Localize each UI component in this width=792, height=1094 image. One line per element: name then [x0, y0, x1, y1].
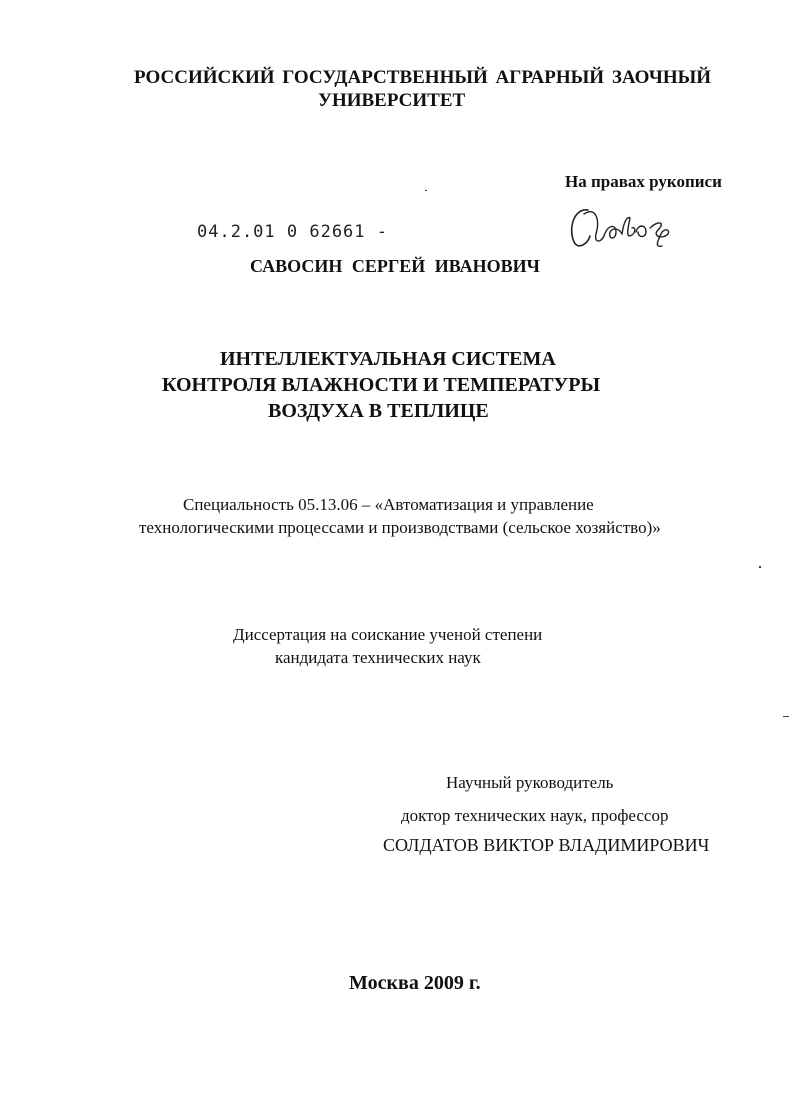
thesis-title-line-1: ИНТЕЛЛЕКТУАЛЬНАЯ СИСТЕМА	[220, 348, 556, 370]
university-name-line-2: УНИВЕРСИТЕТ	[318, 90, 466, 111]
author-name: САВОСИН СЕРГЕЙ ИВАНОВИЧ	[250, 256, 540, 276]
rights-note: На правах рукописи	[565, 172, 722, 191]
handwritten-signature	[566, 200, 676, 252]
dissertation-degree-line-2: кандидата технических наук	[275, 648, 481, 667]
scan-speck	[759, 566, 761, 568]
thesis-title-line-3: ВОЗДУХА В ТЕПЛИЦЕ	[268, 400, 489, 422]
supervisor-degree: доктор технических наук, профессор	[401, 806, 669, 825]
supervisor-role: Научный руководитель	[446, 773, 614, 792]
registration-number: 04.2.01 0 62661 -	[197, 222, 388, 242]
supervisor-name: СОЛДАТОВ ВИКТОР ВЛАДИМИРОВИЧ	[383, 835, 710, 855]
dissertation-degree-line-1: Диссертация на соискание ученой степени	[233, 625, 543, 644]
scan-speck	[783, 716, 789, 717]
city-and-year: Москва 2009 г.	[349, 972, 481, 994]
specialty-line-2: технологическими процессами и производствами (сельское хозяйство)»	[139, 518, 661, 537]
thesis-title-line-2: КОНТРОЛЯ ВЛАЖНОСТИ И ТЕМПЕРАТУРЫ	[162, 374, 601, 396]
specialty-line-1: Специальность 05.13.06 – «Автоматизация и управление	[183, 495, 594, 514]
scan-speck	[425, 190, 427, 191]
university-name-line-1: РОССИЙСКИЙ ГОСУДАРСТВЕННЫЙ АГРАРНЫЙ ЗАОЧНЫЙ	[134, 67, 712, 88]
